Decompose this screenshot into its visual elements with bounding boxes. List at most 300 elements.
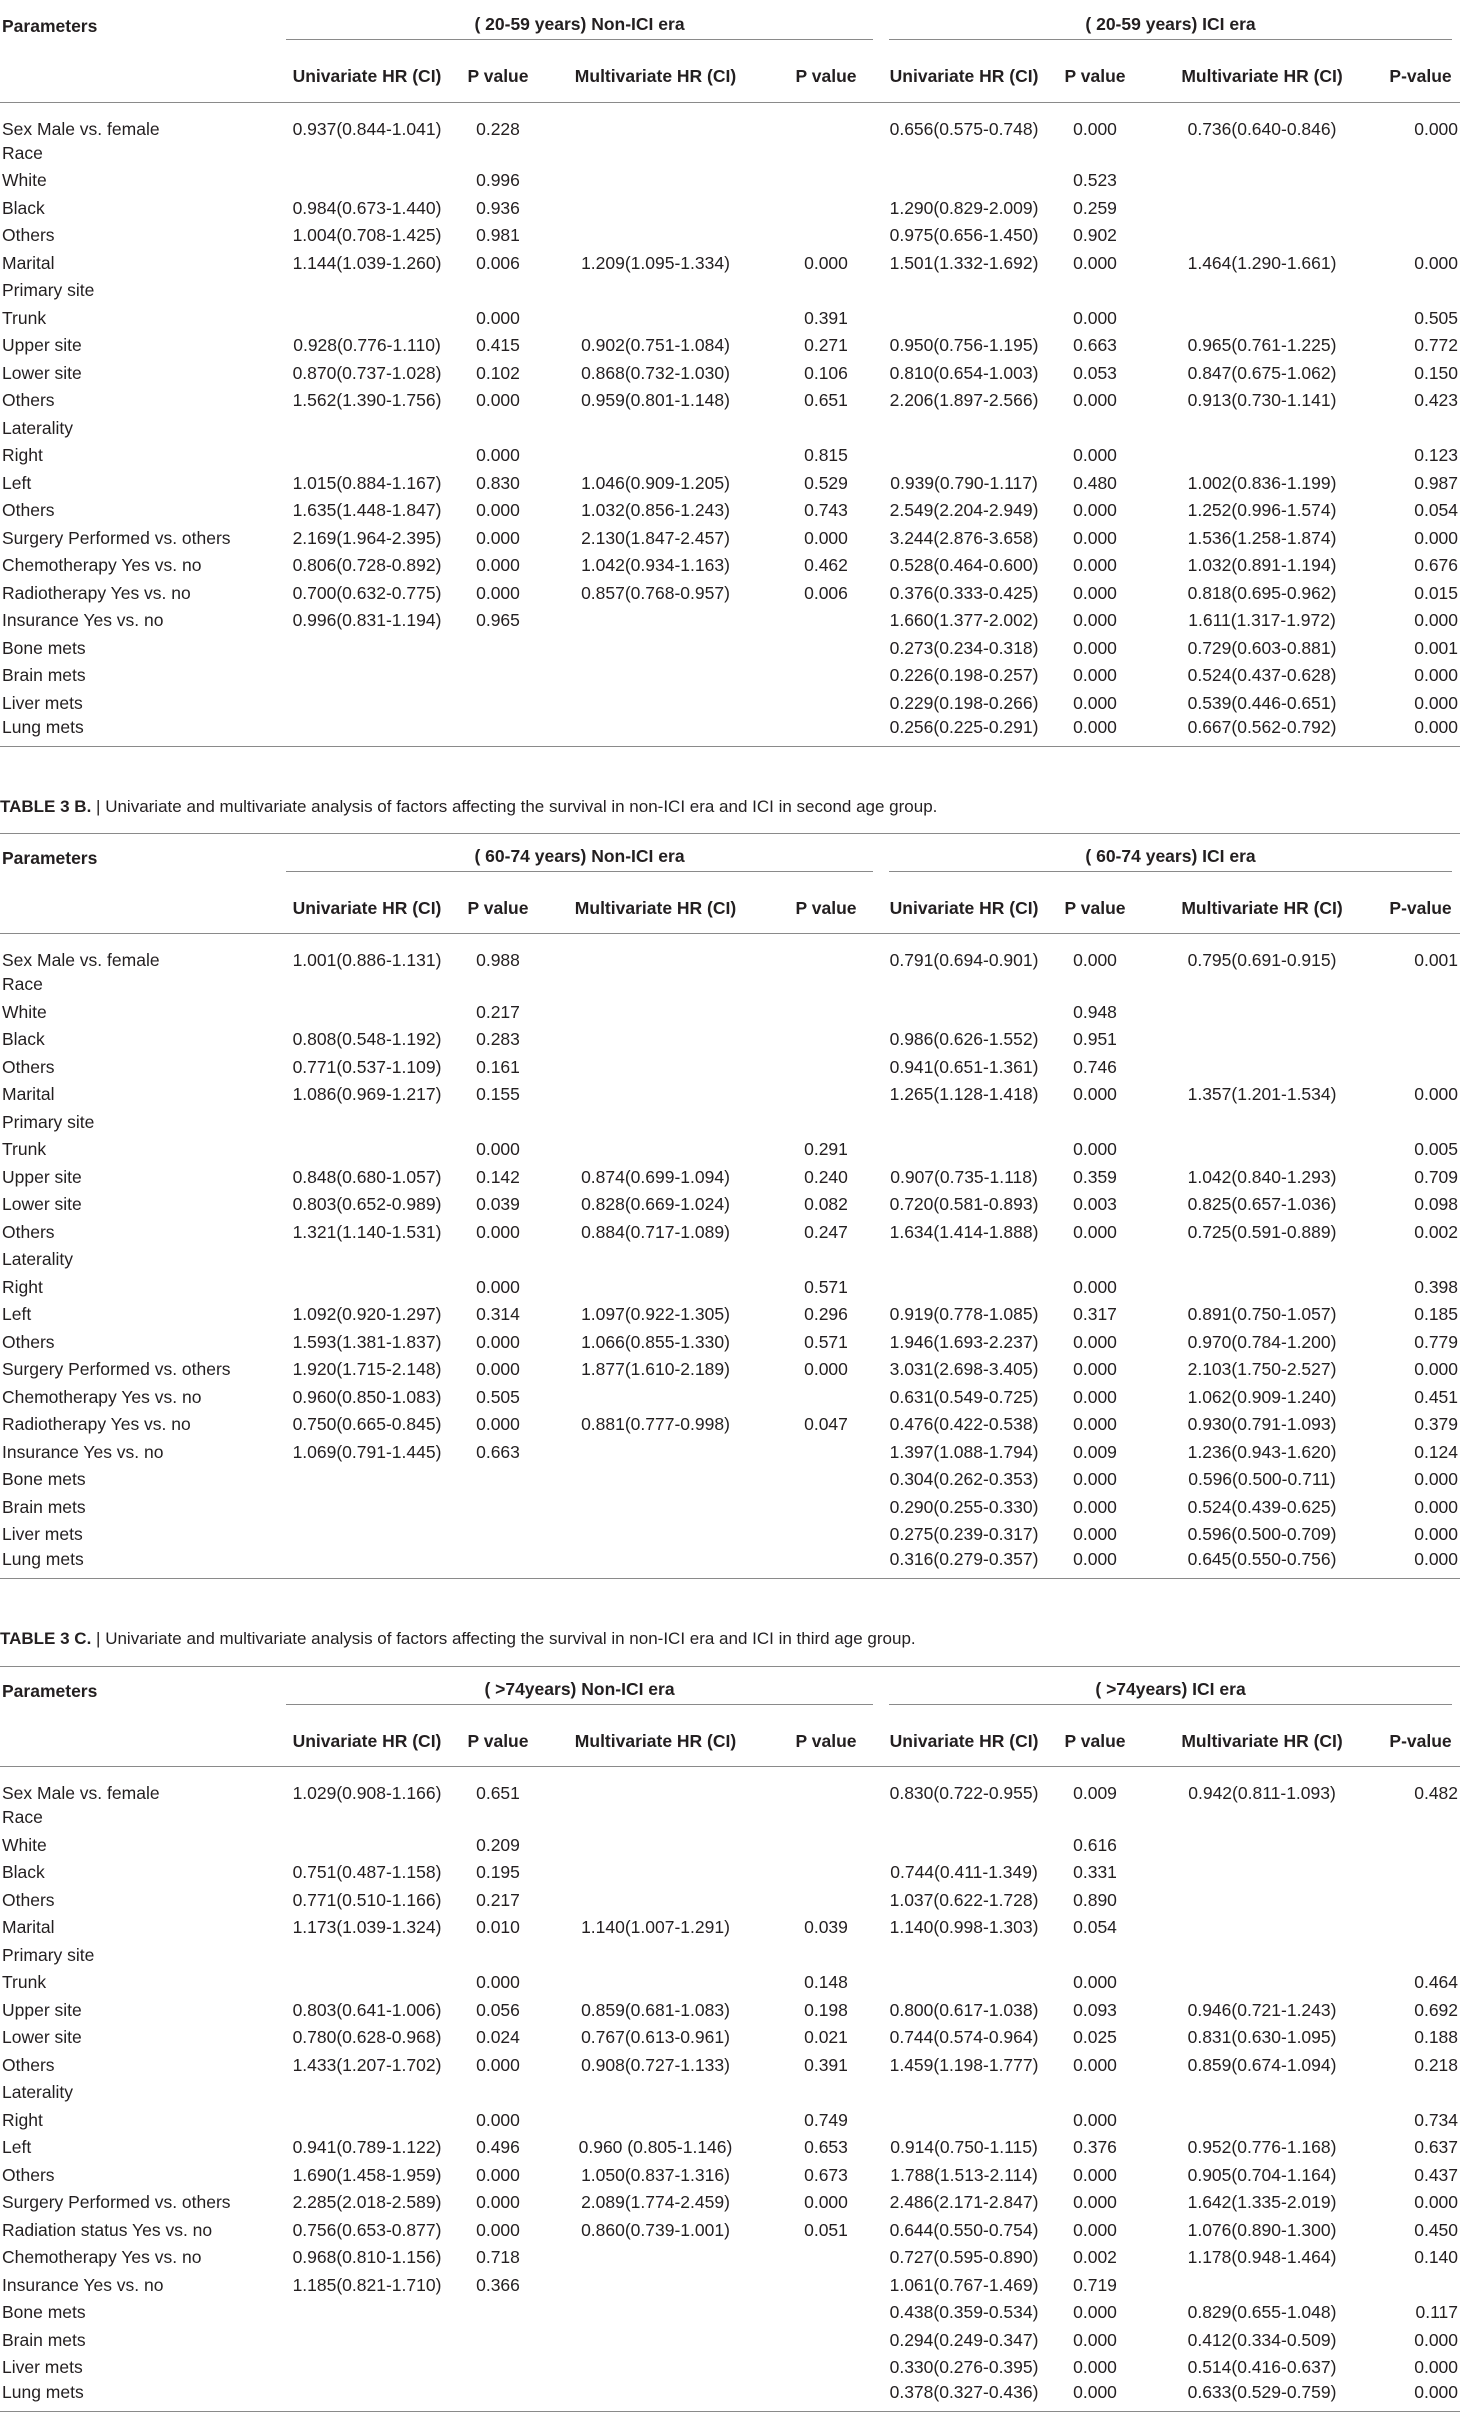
univariate-hr-cell [881,2107,1047,2135]
table-row [0,934,1460,972]
multivariate-pvalue-cell: 0.005 [1414,1139,1459,1160]
univariate-pvalue-cell: 0.000 [1073,1496,1117,1517]
table-row [0,442,1460,470]
parameter-cell: Radiotherapy Yes vs. no [2,1414,191,1435]
pvalue-header: P value [1047,52,1143,102]
univariate-pvalue-cell: 0.951 [1073,1029,1117,1050]
univariate-pvalue-cell: 0.616 [1073,1834,1117,1855]
multivariate-hr-cell: 1.252(0.996-1.574) [1187,500,1337,521]
univariate-hr-cell: 0.810(0.654-1.003) [889,362,1039,383]
table-row [0,2079,1460,2107]
table-3c-grid [0,1666,1460,2412]
univariate-hr-cell: 0.848(0.680-1.057) [292,1166,442,1187]
multivariate-header: Multivariate HR (CI) [1143,52,1381,102]
multivariate-hr-cell: 0.825(0.657-1.036) [1187,1194,1337,1215]
multivariate-hr-cell: 0.859(0.681-1.083) [581,1999,730,2020]
table-3a [0,0,1460,747]
multivariate-pvalue-cell: 0.006 [804,582,848,603]
table-row [0,1136,1460,1164]
univariate-pvalue-cell: 0.000 [1073,2357,1117,2378]
multivariate-hr-cell [540,1859,771,1887]
parameter-cell: Lung mets [0,717,278,747]
multivariate-pvalue-cell [1381,277,1460,305]
parameter-cell: Insurance Yes vs. no [2,610,164,631]
table-3c-caption [0,1626,1460,1652]
table-row [0,1832,1460,1860]
multivariate-hr-cell: 0.946(0.721-1.243) [1187,1999,1337,2020]
multivariate-hr-cell [540,1026,771,1054]
univariate-pvalue-cell: 0.002 [1073,2247,1117,2268]
parameter-cell: Surgery Performed vs. others [2,1359,231,1380]
univariate-hr-cell [881,999,1047,1027]
univariate-hr-cell: 0.928(0.776-1.110) [293,335,441,356]
multivariate-hr-cell [540,2272,771,2300]
univariate-hr-cell: 1.788(1.513-2.114) [890,2164,1038,2185]
univariate-pvalue-cell: 0.000 [476,582,520,603]
univariate-header: Univariate HR (CI) [881,1717,1047,1767]
multivariate-hr-cell: 0.891(0.750-1.057) [1187,1304,1337,1325]
multivariate-pvalue-cell [771,415,881,443]
multivariate-hr-cell: 0.736(0.640-0.846) [1187,118,1337,139]
univariate-hr-cell: 0.941(0.789-1.122) [292,2137,442,2158]
univariate-pvalue-cell: 0.000 [1073,1276,1117,1297]
multivariate-hr-cell [1143,1914,1381,1942]
multivariate-hr-cell [1143,222,1381,250]
multivariate-hr-cell [540,1521,771,1549]
multivariate-pvalue-cell: 0.000 [1414,2357,1459,2378]
univariate-pvalue-cell [456,690,540,718]
univariate-pvalue-cell: 0.000 [1073,445,1117,466]
multivariate-hr-cell [540,1054,771,1082]
multivariate-pvalue-cell: 0.000 [1414,665,1459,686]
univariate-hr-cell: 0.378(0.327-0.436) [881,2382,1047,2412]
univariate-hr-cell: 0.226(0.198-0.257) [889,665,1039,686]
univariate-hr-cell: 2.206(1.897-2.566) [889,390,1039,411]
multivariate-pvalue-cell [1381,1914,1460,1942]
multivariate-pvalue-cell: 0.051 [804,2219,848,2240]
multivariate-hr-cell [1143,2079,1381,2107]
univariate-hr-cell [278,1466,456,1494]
parameter-cell: Left [2,472,32,493]
univariate-pvalue-cell: 0.317 [1073,1304,1117,1325]
univariate-pvalue-cell: 0.000 [476,2109,520,2130]
multivariate-pvalue-cell [771,1439,881,1467]
multivariate-pvalue-cell: 0.000 [1381,1549,1460,1579]
univariate-pvalue-cell [456,1942,540,1970]
multivariate-hr-cell: 0.874(0.699-1.094) [581,1166,730,1187]
univariate-pvalue-cell: 0.000 [476,2164,520,2185]
table-row [0,525,1460,553]
univariate-pvalue-cell: 0.366 [476,2274,520,2295]
univariate-pvalue-cell: 0.000 [1047,1549,1143,1579]
univariate-pvalue-cell [1047,140,1143,168]
univariate-pvalue-cell: 0.195 [476,1862,520,1883]
multivariate-hr-cell [540,999,771,1027]
univariate-pvalue-cell [1047,1942,1143,1970]
univariate-pvalue-cell: 0.000 [1073,2192,1117,2213]
table-row [0,2272,1460,2300]
univariate-pvalue-cell: 0.376 [1073,2137,1117,2158]
multivariate-hr-cell: 1.236(0.943-1.620) [1187,1441,1337,1462]
table-row [0,250,1460,278]
multivariate-pvalue-cell: 0.734 [1414,2109,1459,2130]
univariate-pvalue-cell: 0.314 [476,1304,520,1325]
univariate-hr-cell: 0.656(0.575-0.748) [889,118,1039,139]
univariate-pvalue-cell: 0.006 [476,252,520,273]
multivariate-hr-cell: 1.002(0.836-1.199) [1187,472,1337,493]
univariate-pvalue-cell [1047,2079,1143,2107]
parameter-cell: Brain mets [2,1496,86,1517]
multivariate-hr-cell [540,1942,771,1970]
multivariate-hr-cell: 0.795(0.691-0.915) [1187,950,1337,970]
multivariate-hr-cell: 0.831(0.630-1.095) [1187,2027,1337,2048]
multivariate-pvalue-cell: 0.054 [1414,500,1459,521]
univariate-header: Univariate HR (CI) [278,884,456,934]
univariate-hr-cell: 0.830(0.722-0.955) [889,1783,1039,1803]
multivariate-header: Multivariate HR (CI) [540,884,771,934]
univariate-hr-cell: 0.751(0.487-1.158) [292,1862,442,1883]
multivariate-hr-cell [540,1969,771,1997]
univariate-pvalue-cell: 0.948 [1073,1001,1117,1022]
multivariate-hr-cell: 0.524(0.437-0.628) [1187,665,1337,686]
table-row [0,717,1460,747]
multivariate-hr-cell: 0.667(0.562-0.792) [1143,717,1381,747]
multivariate-hr-cell [540,971,771,999]
multivariate-pvalue-cell: 0.571 [804,1331,848,1352]
univariate-hr-cell [278,1136,456,1164]
multivariate-pvalue-cell: 0.123 [1414,445,1459,466]
table-row [0,1274,1460,1302]
table-row [0,140,1460,168]
pvalue-header: P value [1047,1717,1143,1767]
multivariate-pvalue-cell [1381,140,1460,168]
univariate-hr-cell: 1.061(0.767-1.469) [889,2274,1039,2295]
multivariate-pvalue-cell [1381,2272,1460,2300]
parameter-cell: Chemotherapy Yes vs. no [2,2247,202,2268]
multivariate-pvalue-cell [771,2244,881,2272]
multivariate-hr-cell: 0.942(0.811-1.093) [1188,1783,1336,1803]
univariate-hr-cell: 1.069(0.791-1.445) [292,1441,442,1462]
table-row [0,1494,1460,1522]
parameter-cell: Lower site [2,362,82,383]
univariate-pvalue-cell: 0.010 [476,1917,520,1938]
multivariate-pvalue-cell: 0.218 [1414,2054,1459,2075]
parameter-cell: Liver mets [2,1524,83,1545]
univariate-hr-cell: 0.756(0.653-0.877) [292,2219,442,2240]
univariate-hr-cell: 0.870(0.737-1.028) [292,362,442,383]
univariate-hr-cell [278,167,456,195]
multivariate-pvalue-cell: 0.462 [804,555,848,576]
multivariate-hr-cell [1143,1274,1381,1302]
univariate-pvalue-cell: 0.000 [1073,2302,1117,2323]
multivariate-hr-cell: 0.952(0.776-1.168) [1187,2137,1337,2158]
univariate-hr-cell: 1.029(0.908-1.166) [292,1783,442,1803]
table-row [0,1887,1460,1915]
multivariate-pvalue-cell: 0.150 [1414,362,1459,383]
univariate-hr-cell: 1.433(1.207-1.702) [292,2054,442,2075]
multivariate-hr-cell: 0.902(0.751-1.084) [581,335,730,356]
parameter-cell: Upper site [2,1999,82,2020]
univariate-pvalue-cell: 0.719 [1073,2274,1117,2295]
table-row [0,1804,1460,1832]
table-row [0,1942,1460,1970]
parameter-cell: Black [2,1862,45,1883]
parameter-cell: Trunk [2,1139,47,1160]
univariate-hr-cell: 2.169(1.964-2.395) [292,527,442,548]
multivariate-pvalue-cell [1381,971,1460,999]
univariate-pvalue-cell: 0.359 [1073,1166,1117,1187]
multivariate-hr-cell: 0.847(0.675-1.062) [1187,362,1337,383]
multivariate-pvalue-cell [771,607,881,635]
multivariate-hr-cell: 0.828(0.669-1.024) [581,1194,730,1215]
parameter-cell: Race [2,142,43,163]
univariate-pvalue-cell: 0.009 [1073,1783,1117,1803]
univariate-pvalue-cell [456,1246,540,1274]
multivariate-pvalue-cell: 0.676 [1414,555,1459,576]
table-row [0,277,1460,305]
univariate-hr-cell: 1.037(0.622-1.728) [889,1889,1039,1910]
univariate-hr-cell: 1.501(1.332-1.692) [889,252,1039,273]
table-3b [0,833,1460,1579]
multivariate-hr-cell: 1.042(0.934-1.163) [581,555,730,576]
univariate-pvalue-cell: 0.000 [476,527,520,548]
univariate-hr-cell [278,1521,456,1549]
multivariate-hr-cell [1143,442,1381,470]
univariate-pvalue-cell: 0.480 [1073,472,1117,493]
multivariate-hr-cell [540,1466,771,1494]
univariate-hr-cell [278,662,456,690]
univariate-pvalue-cell: 0.000 [1073,1331,1117,1352]
multivariate-pvalue-cell: 0.437 [1414,2164,1459,2185]
univariate-pvalue-cell: 0.000 [1073,1221,1117,1242]
univariate-hr-cell: 0.780(0.628-0.968) [292,2027,442,2048]
multivariate-pvalue-cell [1381,167,1460,195]
univariate-pvalue-cell [456,1109,540,1137]
parameter-cell: Insurance Yes vs. no [2,2274,164,2295]
univariate-pvalue-cell [456,140,540,168]
table-row [0,1356,1460,1384]
univariate-pvalue-cell: 0.000 [1073,950,1117,970]
table-row [0,2299,1460,2327]
table-row [0,2107,1460,2135]
univariate-pvalue-cell: 0.000 [476,555,520,576]
multivariate-pvalue-cell [771,717,881,747]
multivariate-pvalue-cell [771,195,881,223]
univariate-hr-cell: 0.803(0.641-1.006) [292,1999,442,2020]
univariate-pvalue-cell: 0.217 [476,1001,520,1022]
parameter-cell: Left [2,2137,32,2158]
parameter-cell: Left [2,1304,32,1325]
caption-text: Univariate and multivariate analysis of factors affecting the survival in non-ICI era and ICI in third age group. [105,1629,916,1648]
table-row [0,1109,1460,1137]
univariate-hr-cell: 0.304(0.262-0.353) [889,1469,1039,1490]
table-row [0,102,1460,140]
univariate-hr-cell [278,2382,456,2412]
univariate-pvalue-cell: 0.000 [476,2054,520,2075]
univariate-pvalue-cell: 0.890 [1073,1889,1117,1910]
multivariate-hr-cell [1143,1804,1381,1832]
multivariate-pvalue-cell: 0.000 [1414,1496,1459,1517]
multivariate-hr-cell [540,1274,771,1302]
multivariate-hr-cell: 2.103(1.750-2.527) [1187,1359,1337,1380]
table-row [0,1549,1460,1579]
univariate-hr-cell: 3.244(2.876-3.658) [889,527,1039,548]
univariate-pvalue-cell: 0.024 [476,2027,520,2048]
multivariate-pvalue-cell: 0.637 [1414,2137,1459,2158]
multivariate-hr-cell: 0.884(0.717-1.089) [581,1221,730,1242]
multivariate-hr-cell [540,2382,771,2412]
parameter-cell: Bone mets [2,637,86,658]
univariate-pvalue-cell: 0.663 [1073,335,1117,356]
multivariate-hr-cell [1143,2272,1381,2300]
multivariate-pvalue-cell: 0.000 [1414,1359,1459,1380]
univariate-hr-cell: 0.937(0.844-1.041) [292,118,442,139]
multivariate-pvalue-cell: 0.673 [804,2164,848,2185]
multivariate-hr-cell: 2.089(1.774-2.459) [581,2192,730,2213]
multivariate-hr-cell: 0.970(0.784-1.200) [1187,1331,1337,1352]
parameter-cell: Others [2,1331,55,1352]
multivariate-pvalue-cell: 0.743 [804,500,848,521]
parameter-cell: Chemotherapy Yes vs. no [2,555,202,576]
univariate-pvalue-cell [1047,277,1143,305]
multivariate-pvalue-cell [1381,999,1460,1027]
univariate-hr-cell: 0.273(0.234-0.318) [889,637,1039,658]
univariate-pvalue-cell: 0.000 [1073,1524,1117,1545]
non-ici-era-title: ( 20-59 years) Non-ICI era [286,9,873,40]
univariate-hr-cell: 1.690(1.458-1.959) [292,2164,442,2185]
multivariate-pvalue-cell [771,2299,881,2327]
table-row [0,2162,1460,2190]
caption-text: Univariate and multivariate analysis of factors affecting the survival in non-ICI era and ICI in second age group. [105,797,938,816]
multivariate-hr-cell: 1.140(1.007-1.291) [581,1917,730,1938]
multivariate-header: Multivariate HR (CI) [1143,1717,1381,1767]
univariate-hr-cell: 1.290(0.829-2.009) [889,197,1039,218]
univariate-pvalue-cell: 0.228 [476,118,520,139]
multivariate-hr-cell: 0.868(0.732-1.030) [581,362,730,383]
multivariate-pvalue-cell: 0.000 [1414,1524,1459,1545]
univariate-pvalue-cell: 0.000 [476,1276,520,1297]
univariate-pvalue-cell: 0.000 [1073,118,1117,139]
univariate-hr-cell: 3.031(2.698-3.405) [889,1359,1039,1380]
univariate-pvalue-cell: 0.000 [1073,2109,1117,2130]
univariate-hr-cell [881,1246,1047,1274]
parameter-cell: Liver mets [2,2357,83,2378]
multivariate-hr-cell [540,1246,771,1274]
multivariate-pvalue-cell: 0.000 [1414,1469,1459,1490]
multivariate-hr-cell: 0.857(0.768-0.957) [581,582,730,603]
multivariate-pvalue-cell: 0.082 [804,1194,848,1215]
multivariate-hr-cell [1143,1832,1381,1860]
parameters-header: Parameters [0,1667,278,1717]
parameter-cell: Others [2,2164,55,2185]
multivariate-pvalue-cell: 0.779 [1414,1331,1459,1352]
univariate-hr-cell: 0.316(0.279-0.357) [881,1549,1047,1579]
univariate-pvalue-cell [1047,1804,1143,1832]
multivariate-pvalue-cell: 0.001 [1414,950,1459,970]
parameter-cell: Sex Male vs. female [2,950,160,970]
caption-label: TABLE 3 B. [0,797,92,816]
multivariate-pvalue-cell: 0.464 [1414,1972,1459,1993]
univariate-hr-cell [278,999,456,1027]
multivariate-hr-cell [540,2354,771,2382]
univariate-hr-cell [881,415,1047,443]
univariate-pvalue-cell [456,717,540,747]
multivariate-pvalue-cell [771,1466,881,1494]
multivariate-hr-cell: 1.611(1.317-1.972) [1188,610,1336,631]
multivariate-pvalue-cell: 0.021 [804,2027,848,2048]
univariate-hr-cell [881,1832,1047,1860]
multivariate-header: Multivariate HR (CI) [540,52,771,102]
table-row [0,1521,1460,1549]
parameter-cell: Brain mets [2,2329,86,2350]
univariate-hr-cell: 0.229(0.198-0.266) [889,692,1039,713]
table-row [0,607,1460,635]
univariate-hr-cell [278,1942,456,1970]
caption-label: TABLE 3 C. [0,1629,92,1648]
multivariate-pvalue-cell [1381,1859,1460,1887]
multivariate-pvalue-cell [1381,195,1460,223]
parameter-cell: Surgery Performed vs. others [2,527,231,548]
parameter-cell: Bone mets [2,1469,86,1490]
univariate-pvalue-cell: 0.000 [476,1331,520,1352]
univariate-pvalue-cell: 0.000 [1073,665,1117,686]
univariate-pvalue-cell: 0.902 [1073,225,1117,246]
multivariate-pvalue-cell: 0.002 [1414,1221,1459,1242]
univariate-pvalue-cell: 0.054 [1073,1917,1117,1938]
multivariate-pvalue-cell: 0.749 [804,2109,848,2130]
table-row [0,1246,1460,1274]
univariate-pvalue-cell: 0.000 [476,2192,520,2213]
univariate-hr-cell [278,690,456,718]
multivariate-pvalue-cell [1381,2079,1460,2107]
univariate-pvalue-cell: 0.000 [1073,390,1117,411]
multivariate-hr-cell: 1.464(1.290-1.661) [1187,252,1337,273]
univariate-hr-cell: 0.771(0.537-1.109) [292,1056,442,1077]
univariate-hr-cell [881,1109,1047,1137]
parameter-cell: White [2,1834,47,1855]
univariate-pvalue-cell: 0.217 [476,1889,520,1910]
univariate-hr-cell [881,442,1047,470]
parameter-cell: Radiation status Yes vs. no [2,2219,213,2240]
univariate-pvalue-cell: 0.000 [476,307,520,328]
parameters-header: Parameters [0,834,278,884]
ici-era-title: ( >74years) ICI era [889,1674,1452,1705]
univariate-hr-cell: 1.092(0.920-1.297) [292,1304,442,1325]
parameter-cell: Race [2,974,43,995]
multivariate-hr-cell: 0.729(0.603-0.881) [1187,637,1337,658]
univariate-pvalue-cell: 0.331 [1073,1862,1117,1883]
multivariate-hr-cell [540,102,771,140]
parameter-cell: White [2,170,47,191]
multivariate-pvalue-cell [771,2354,881,2382]
table-row [0,1859,1460,1887]
univariate-hr-cell: 1.321(1.140-1.531) [292,1221,442,1242]
multivariate-hr-cell [540,195,771,223]
multivariate-pvalue-cell [771,1494,881,1522]
multivariate-pvalue-cell: 0.000 [1414,2329,1459,2350]
univariate-pvalue-cell: 0.000 [1073,2054,1117,2075]
univariate-pvalue-cell: 0.988 [476,950,520,970]
multivariate-hr-cell: 0.818(0.695-0.962) [1187,582,1337,603]
univariate-pvalue-cell [456,1804,540,1832]
multivariate-pvalue-cell [771,1026,881,1054]
table-row [0,1026,1460,1054]
multivariate-hr-cell [1143,971,1381,999]
multivariate-pvalue-cell [771,2382,881,2412]
multivariate-pvalue-cell [771,2079,881,2107]
table-row [0,1191,1460,1219]
multivariate-pvalue-cell: 0.124 [1414,1441,1459,1462]
